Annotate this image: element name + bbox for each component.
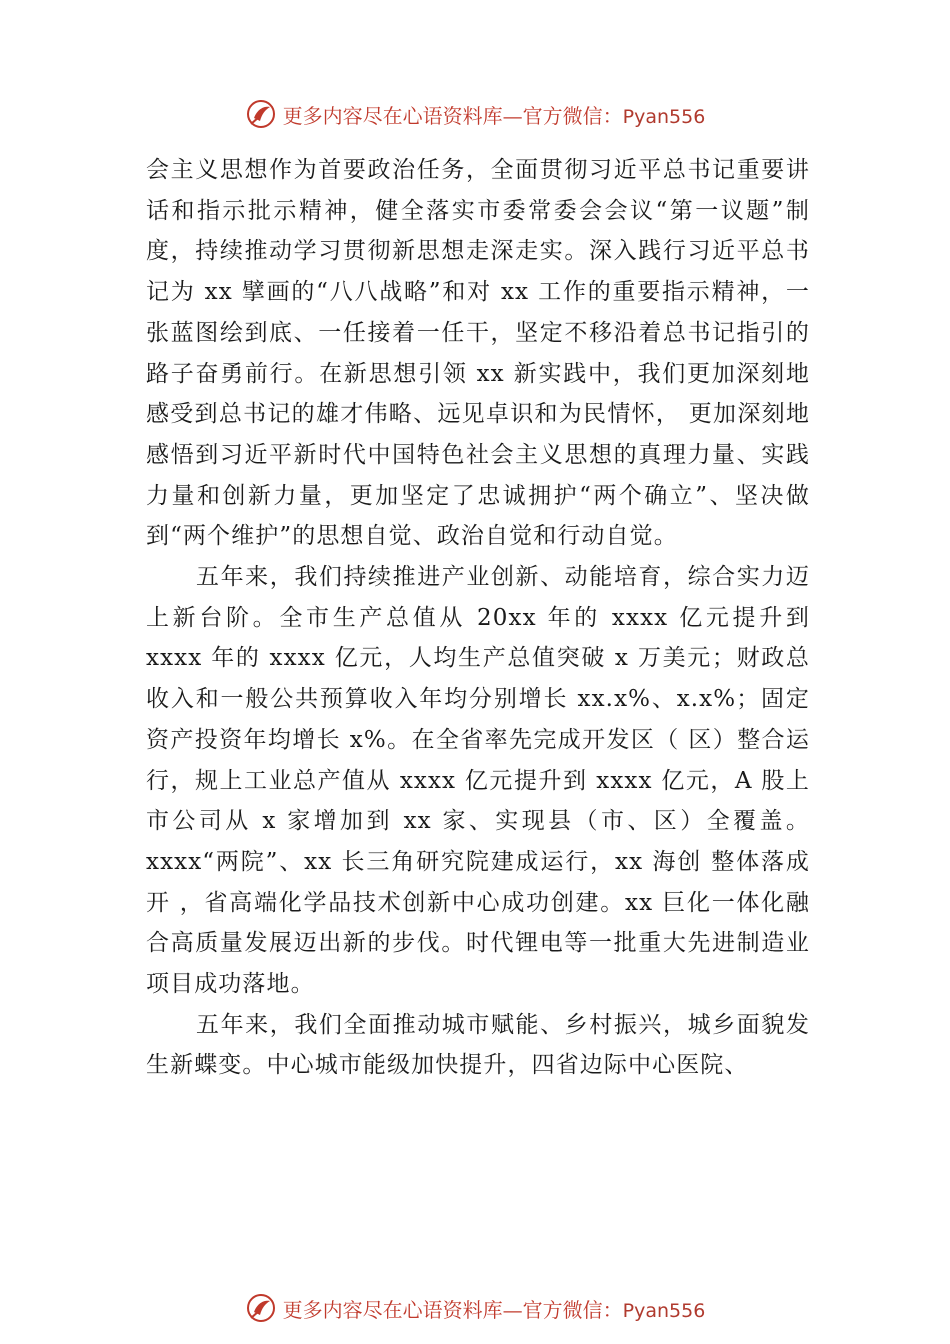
watermark-wechat-label: 官方微信：: [522, 103, 623, 128]
watermark-text: [283, 100, 706, 129]
watermark-separator: —: [502, 103, 523, 128]
body-paragraph: 五年来，我们全面推动城市赋能、乡村振兴，城乡面貌发生新蝶变。中心城市能级加快提升，四省边际中心医院、: [146, 1011, 810, 1079]
header-watermark: [0, 94, 950, 134]
watermark-wechat-id: Pyan556: [622, 105, 706, 128]
watermark-brand: 更多内容尽在心语资料库: [282, 103, 503, 128]
watermark-separator: —: [502, 1297, 523, 1322]
watermark-brand: 更多内容尽在心语资料库: [282, 1297, 503, 1322]
watermark-wechat-label: 官方微信：: [522, 1297, 623, 1322]
body-paragraph: 会主义思想作为首要政治任务，全面贯彻习近平总书记重要讲话和指示批示精神，健全落实市委常委会会议“第一议题”制度，持续推动学习贯彻新思想走深走实。深入践行习近平总书记为 xx 擘画的“八八战略”和对 xx 工作的重要指示精神，一张蓝图绘到底、一任接着一任干，坚定不移沿着总书记指引的路子奋勇前行。在新思想引领 xx 新实践中，我们更加深刻地感受到总书记的雄才伟略、远见卓识和为民情怀， 更加深刻地感悟到习近平新时代中国特色社会主义思想的真理力量、实践力量和创新力量，更加坚定了忠诚拥护“两个确立”、坚决做到“两个维护”的思想自觉、政治自觉和行动自觉。: [146, 157, 810, 550]
footer-watermark: [0, 1288, 950, 1328]
document-body: [146, 150, 810, 1086]
watermark-text: [283, 1294, 706, 1323]
brand-logo-icon: [245, 98, 277, 130]
body-paragraph: 五年来，我们持续推进产业创新、动能培育，综合实力迈上新台阶。全市生产总值从 20xx 年的 xxxx 亿元提升到 xxxx 年的 xxxx 亿元，人均生产总值突破 x 万美元；财政总收入和一般公共预算收入年均分别增长 xx.x%、x.x%；固定资产投资年均增长 x%。在全省率先完成开发区（ 区）整合运行，规上工业总产值从 xxxx 亿元提升到 xxxx 亿元，A 股上市公司从 x 家增加到 xx 家、实现县（市、区）全覆盖。xxxx“两院”、xx 长三角研究院建成运行，xx 海创 整体落成开 ，省高端化学品技术创新中心成功创建。xx 巨化一体化融合高质量发展迈出新的步伐。时代锂电等一批重大先进制造业项目成功落地。: [146, 564, 810, 998]
brand-logo-icon: [245, 1292, 277, 1324]
watermark-wechat-id: Pyan556: [622, 1299, 706, 1322]
